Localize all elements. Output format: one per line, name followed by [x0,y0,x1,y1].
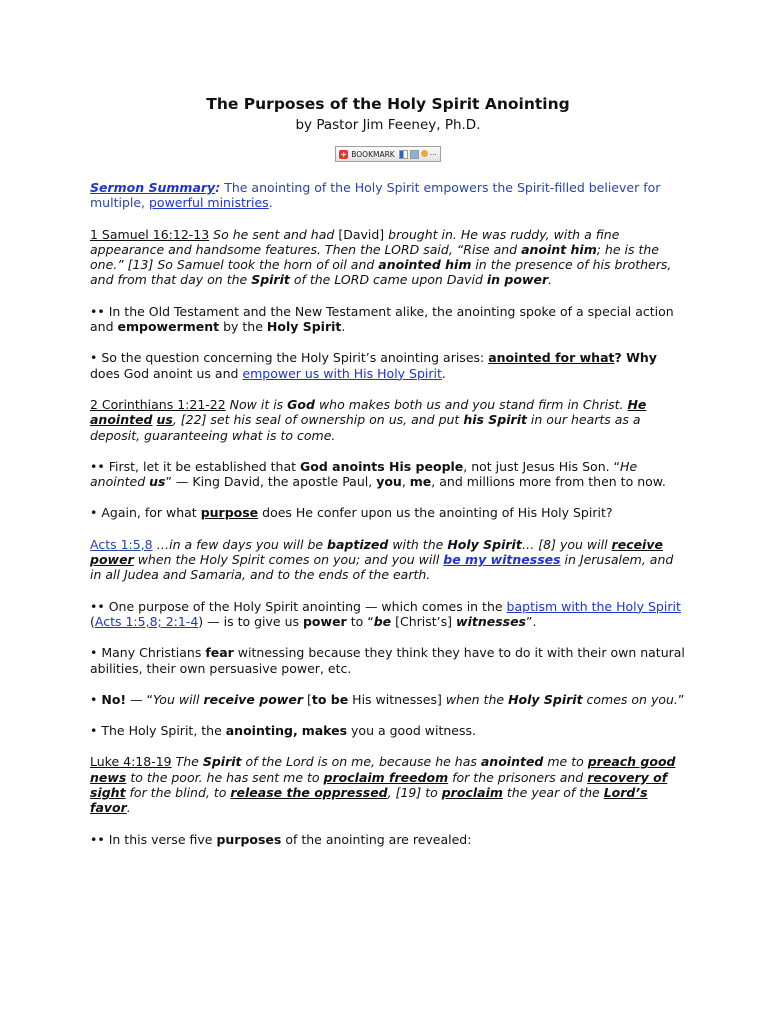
text: be [373,613,392,629]
text: He anointed [90,458,638,490]
text: , and millions more from then to now. [431,474,666,490]
sermon-content [90,92,686,863]
text: God [287,396,315,412]
sermon-summary-label[interactable]: Sermon Summary [90,180,216,195]
text: me [409,474,432,490]
text: fear [205,645,234,661]
acts-link[interactable]: Acts 1:5,8; 2:1-4 [94,613,199,629]
paragraph-fear [90,645,686,676]
paragraph-purpose [90,505,686,520]
text: when the Holy Spirit comes on you; and you will [133,552,444,568]
delicious-icon [399,150,408,159]
text: • Again, for what [90,505,201,521]
text: you a good witness. [347,723,476,739]
author-line: by Pastor Jim Feeney, Ph.D. [295,117,481,133]
text: •• In the Old Testament and the New Testament alike, the anointing spoke of a special action and [90,303,674,335]
text: … [8] you will [521,536,612,552]
stumbleupon-icon [421,150,428,157]
bookmark-button[interactable] [335,146,440,162]
text: purpose [200,505,259,521]
summary-end: . [268,195,273,211]
paragraph-1-samuel [90,227,686,288]
summary-colon: : [215,180,221,195]
text: witnessing because they think they have to do it with their own natural abilities, their own persuasive power, etc. [90,645,685,676]
text: , not just Jesus His Son. “ [463,458,621,474]
paragraph-five-purposes [90,832,686,847]
text: does God anoint us and [90,365,243,381]
text: Holy Spirit [508,691,583,707]
text: in power [486,272,549,288]
bookmark-label: BOOKMARK [351,149,395,159]
text: receive power [90,536,663,568]
baptism-link[interactable]: baptism with the Holy Spirit [506,598,681,614]
text: . [441,365,446,381]
text: by the [219,319,267,335]
text: does He confer upon us the anointing of His Holy Spirit? [258,505,613,521]
text: •• One purpose of the Holy Spirit anointing — which comes in the [90,598,507,614]
paragraph-luke [90,754,686,815]
text: •• First, let it be established that [90,458,300,474]
paragraph-acts [90,537,686,583]
text: preach good news [90,754,676,785]
text: who makes both us and you stand firm in Christ. [314,396,628,412]
paragraph-old-new-testament [90,304,686,335]
text: in Jerusalem, and in all Judea and Samaria, and to the ends of the earth. [90,552,674,583]
text: comes on you. [582,691,678,707]
text: ”. [526,613,537,629]
text: [David] [338,226,385,242]
text: Spirit [251,272,290,288]
text: witnesses [456,613,526,629]
text: No! [101,691,127,707]
text: us [156,412,173,428]
text: anointing, [225,723,298,739]
text: anoint him [521,241,597,257]
text: . [126,800,131,816]
text: in our hearts as a deposit, guaranteeing what is to come. [90,412,641,443]
text: You will [153,691,204,707]
text: anointed for what [488,350,615,366]
scripture-link-2-corinthians[interactable]: 2 Corinthians 1:21-22 [90,396,226,412]
text: in the presence of his brothers, and from that day on the [90,257,672,288]
paragraph-question [90,350,686,381]
text: the year of the [502,785,604,801]
text: of the Lord is on me, because he has [241,754,481,770]
text: •• In this verse five [90,831,217,847]
text: , [19] to [387,785,442,801]
text: . [341,319,346,335]
text: proclaim freedom [323,769,449,785]
text: to the poor. he has sent me to [126,769,324,785]
empower-link[interactable]: empower us with His Holy Spirit [242,365,442,381]
text: • [90,691,102,707]
text: • Many Christians [90,645,206,661]
text: to be [311,691,349,707]
text: . [548,272,553,288]
text: [Christ’s] [391,613,457,629]
text: Spirit [202,754,242,770]
paragraph-god-anoints [90,459,686,490]
scripture-link-luke[interactable]: Luke 4:18-19 [90,754,172,770]
text: receive power [203,691,303,707]
text: anointed him [378,257,472,273]
text: us [149,474,166,490]
text: So he sent and had [209,226,339,242]
text: for the blind, to [125,785,231,801]
text: you [376,474,402,490]
text: Lord’s favor [90,785,648,816]
text: He anointed [90,396,647,428]
text: His witnesses] [348,691,446,707]
text: • The Holy Spirit, the [90,723,226,739]
social-icons [399,150,437,159]
text: ; he is the one.” [13] So Samuel took the horn of oil and [90,241,659,273]
text: Now it is [225,396,288,412]
text: Holy Spirit [266,319,342,335]
text: when the [445,691,509,707]
text: , [22] set his seal of ownership on us, and put [172,412,464,428]
text: baptized [327,536,389,552]
scripture-link-acts[interactable]: Acts 1:5,8 [90,536,153,552]
paragraph-2-corinthians [90,397,686,443]
text: ( [90,613,95,629]
text: …in a few days you will be [152,536,328,552]
text: to “ [346,613,374,629]
paragraph-one-purpose [90,599,686,630]
text: makes [301,723,348,739]
text: Holy Spirit [447,536,522,552]
bookmark-area [90,146,686,162]
page-title: The Purposes of the Holy Spirit Anointing [206,95,570,113]
text: release the oppressed [230,785,388,801]
powerful-ministries-link[interactable]: powerful ministries [149,195,269,211]
text: purposes [216,831,282,847]
text: The [171,754,203,770]
be-my-witnesses-link[interactable]: be my witnesses [443,552,561,568]
text: — “ [126,691,154,707]
text: • So the question concerning the Holy Spirit’s anointing arises: [90,350,489,366]
text: ” [677,691,685,707]
paragraph-no [90,692,686,707]
summary-text: The anointing of the Holy Spirit empowers the Spirit-filled believer for multiple, [90,180,661,211]
text: power [302,613,347,629]
paragraph-good-witness [90,723,686,738]
text: of the anointing are revealed: [281,831,472,847]
ellipsis-icon: … [429,148,437,157]
text: , [401,474,410,490]
text: ? Why [614,350,657,366]
text: me to [543,754,588,770]
plus-icon: + [340,149,348,159]
text: anointed [480,754,544,770]
text: ” — King David, the apostle Paul, [165,474,377,490]
text: brought in. He was ruddy, with a fine appearance and handsome features. Then the LORD said, “Rise and [90,226,620,257]
text: of the LORD came upon David [289,272,487,288]
text: [ [303,691,312,707]
text: proclaim [441,785,503,801]
digg-icon [410,150,419,159]
text: his Spirit [463,412,527,428]
text: with the [388,536,448,552]
text: empowerment [117,319,220,335]
text: for the prisoners and [448,769,588,785]
sermon-summary [90,180,686,211]
text: recovery of sight [90,769,668,801]
text: ) — is to give us [198,613,303,629]
text: God anoints His people [300,458,464,474]
scripture-link-1-samuel[interactable]: 1 Samuel 16:12-13 [90,226,210,242]
